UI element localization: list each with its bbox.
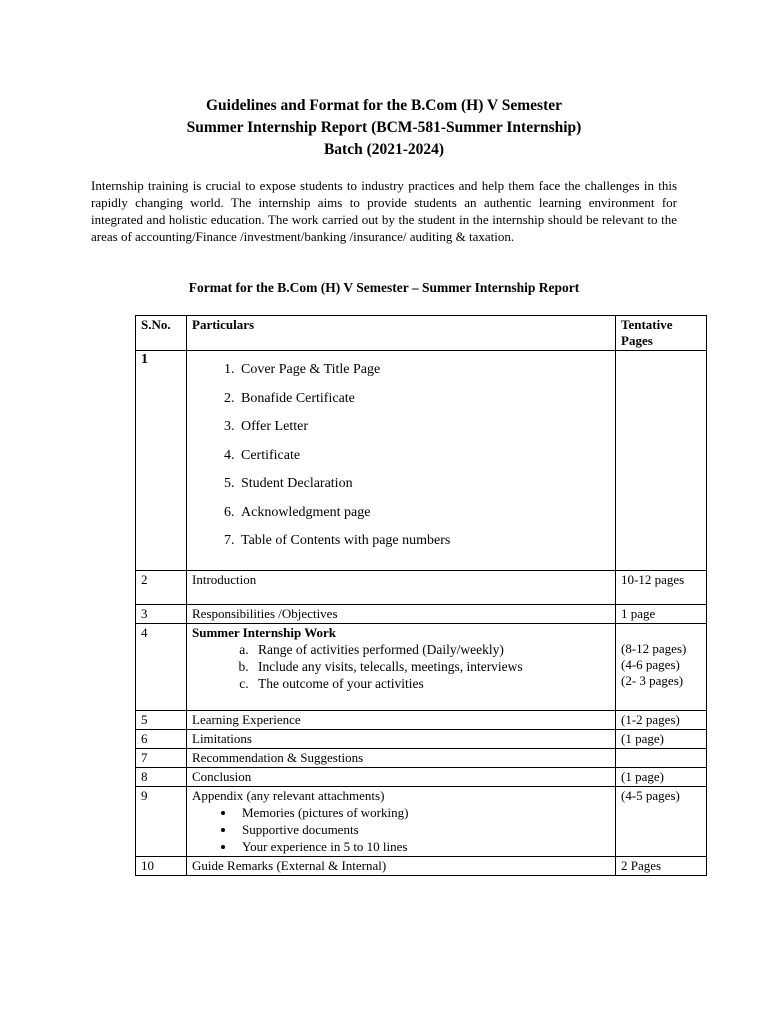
row-sno: 9 [136, 787, 187, 857]
list-item: • Your experience in 5 to 10 lines [236, 838, 610, 855]
list-item: 5. Student Declaration [238, 470, 610, 499]
page-estimate: (4-6 pages) [621, 657, 680, 672]
row-sno: 2 [136, 571, 187, 605]
row-particulars: Learning Experience [187, 711, 616, 730]
doc-title-line-1: Guidelines and Format for the B.Com (H) V Semester [205, 97, 563, 114]
page-estimate: (8-12 pages) [621, 641, 687, 656]
table-row [136, 624, 707, 711]
list-item: c. The outcome of your activities [252, 675, 610, 692]
list-item: 4. Certificate [238, 442, 610, 471]
list-item: • Memories (pictures of working) [236, 804, 610, 821]
row-pages: 2 Pages [616, 857, 707, 876]
row-pages: (4-5 pages) [616, 787, 707, 857]
row-pages: 1 page [616, 605, 707, 624]
header-particulars: Particulars [187, 316, 616, 351]
row-particulars: Responsibilities /Objectives [187, 605, 616, 624]
section-heading: Summer Internship Work [192, 625, 336, 640]
activities-list [192, 641, 610, 692]
row-pages: (1 page) [616, 730, 707, 749]
list-item: b. Include any visits, telecalls, meetings, interviews [252, 658, 610, 675]
header-sno: S.No. [136, 316, 187, 351]
front-matter-list [192, 356, 610, 556]
row-particulars: Recommendation & Suggestions [187, 749, 616, 768]
list-item: 6. Acknowledgment page [238, 499, 610, 528]
row-sno: 1 [136, 351, 187, 571]
row-particulars [187, 351, 616, 571]
row-pages: 10-12 pages [616, 571, 707, 605]
appendix-list [192, 804, 610, 855]
list-item: 3. Offer Letter [238, 413, 610, 442]
list-item: 7. Table of Contents with page numbers [238, 527, 610, 556]
format-title: Format for the B.Com (H) V Semester – Summer Internship Report [188, 280, 580, 295]
row-pages [616, 351, 707, 571]
row-sno: 7 [136, 749, 187, 768]
table-row [136, 711, 707, 730]
appendix-label: Appendix (any relevant attachments) [192, 788, 385, 803]
doc-title-line-3: Batch (2021-2024) [323, 141, 445, 158]
table-row [136, 857, 707, 876]
row-pages: (1-2 pages) [616, 711, 707, 730]
list-item: • Supportive documents [236, 821, 610, 838]
row-pages [616, 624, 707, 711]
doc-title-line-2: Summer Internship Report (BCM-581-Summer Internship) [186, 119, 582, 136]
table-row [136, 787, 707, 857]
table-row [136, 351, 707, 571]
row-sno: 8 [136, 768, 187, 787]
row-pages [616, 749, 707, 768]
row-sno: 4 [136, 624, 187, 711]
row-pages: (1 page) [616, 768, 707, 787]
list-item: a. Range of activities performed (Daily/weekly) [252, 641, 610, 658]
table-row [136, 571, 707, 605]
table-header-row [136, 316, 707, 351]
row-particulars [187, 624, 616, 711]
row-particulars: Limitations [187, 730, 616, 749]
row-particulars [187, 787, 616, 857]
row-sno: 3 [136, 605, 187, 624]
table-row [136, 730, 707, 749]
format-table [135, 315, 707, 876]
list-item: 2. Bonafide Certificate [238, 385, 610, 414]
page-estimate: (2- 3 pages) [621, 673, 684, 688]
list-item: 1. Cover Page & Title Page [238, 356, 610, 385]
row-sno: 5 [136, 711, 187, 730]
row-sno: 10 [136, 857, 187, 876]
row-sno: 6 [136, 730, 187, 749]
header-pages: Tentative Pages [616, 316, 707, 351]
intro-paragraph: Internship training is crucial to expose students to industry practices and help them face the challenges in this rapidly changing world. The internship aims to provide students an authentic learning environment for integrated and holistic education. The work carried out by the student in the internship should be relevant to the areas of accounting/Finance /investment/banking /insurance/ auditing & taxation. [91, 178, 677, 244]
table-row [136, 768, 707, 787]
row-particulars: Guide Remarks (External & Internal) [187, 857, 616, 876]
table-row [136, 749, 707, 768]
row-particulars: Conclusion [187, 768, 616, 787]
row-particulars: Introduction [187, 571, 616, 605]
table-row [136, 605, 707, 624]
